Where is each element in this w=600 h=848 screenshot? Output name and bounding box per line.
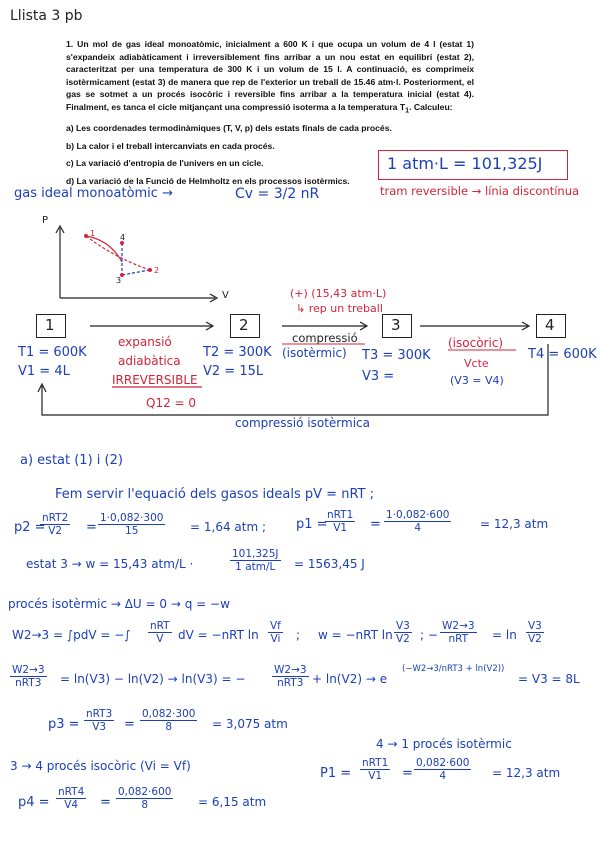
w23-c-den: nRT [448, 633, 469, 645]
state-4-temp: T4 = 600K [528, 347, 597, 362]
ln-line-a: = ln(V3) − ln(V2) → ln(V3) = − [60, 672, 246, 686]
ln-result: = V3 = 8L [518, 672, 580, 686]
process-23-label: compressió [292, 331, 358, 345]
process-23-work: (+) (15,43 atm·L) [290, 287, 387, 300]
p3-result: = 3,075 atm [212, 717, 288, 731]
state-2-vol: V2 = 15L [203, 364, 264, 379]
p2-fraction [40, 512, 70, 537]
process-34-line3: (V3 = V4) [450, 374, 504, 387]
p4-num: nRT4 [58, 786, 85, 798]
p1b-fraction-values [414, 757, 471, 782]
process-41-heading: 4 → 1 procés isotèrmic [376, 737, 512, 751]
p2-result: = 1,64 atm ; [190, 520, 267, 534]
p4-lhs: p4 = [18, 795, 50, 810]
part-a-heading: a) estat (1) i (2) [20, 453, 123, 468]
question-d: d) La variació de la Funció de Helmholtz en els processos isotèrmics. [66, 176, 350, 187]
statement-text: 1. Un mol de gas ideal monoatòmic, inicialment a 600 K i que ocupa un volum de 4 l (estat 1) s'expandeix adiabàticament i irreversiblement fins arribar a un nou estat en equilibri (estat 2), caracteritzat per una temperatura de 300 K i un volum de 15 l. A continuació, es comprimeix isotèrmicament (estat 3) de manera que rep de l'exterior un treball de 15.46 atm·l. Posteriorment, el gas se sotmet a un procés isocòric i reversible fins arribar a la temperatura inicial (estat 4). Finalment, es tanca el cicle mitjançant una compressió isoterma a la temperatura T [66, 39, 474, 112]
p3-fraction [84, 708, 114, 733]
w23-integrand-num: nRT [150, 620, 170, 632]
p3-num-values: 0,082·300 [142, 708, 196, 720]
w23-integral: W2→3 = ∫pdV = −∫ [12, 628, 131, 642]
p2-num-values: 1·0,082·300 [100, 512, 164, 524]
p1b-result: = 12,3 atm [492, 766, 561, 780]
page-title: Llista 3 pb [10, 8, 83, 24]
process-12-line2: adiabàtica [118, 354, 181, 368]
p2-den-values: 15 [125, 525, 139, 537]
p1b-num: nRT1 [362, 757, 389, 769]
p4-den-values: 8 [141, 799, 149, 811]
v-axis-label: V [222, 290, 229, 301]
reversible-note: tram reversible → línia discontínua [380, 184, 580, 198]
state-1-vol: V1 = 4L [18, 364, 70, 379]
p4-num-values: 0,082·600 [118, 786, 172, 798]
p4-result: = 6,15 atm [198, 795, 267, 809]
ln-line-b: + ln(V2) → e [312, 672, 388, 686]
statement-subscript: 1 [405, 106, 410, 115]
p1b-num-values: 0,082·600 [416, 757, 470, 769]
p1-num-values: 1·0,082·600 [386, 509, 450, 521]
state-4-number: 4 [545, 316, 555, 334]
w23-c: ; − [420, 628, 438, 642]
state-box-2 [230, 314, 260, 338]
state-3-temp: T3 = 300K [362, 348, 431, 363]
p1-den: V1 [333, 522, 348, 534]
state-box-3 [382, 314, 412, 338]
ln-mid-fraction [272, 664, 309, 689]
w23-b: w = −nRT ln [318, 628, 393, 642]
state-2-number: 2 [239, 316, 249, 334]
estat3-fraction [230, 548, 281, 573]
p3-den-values: 8 [165, 721, 173, 733]
process-12-line1: expansió [118, 335, 172, 349]
process-23-receives: ↳ rep un treball [296, 302, 383, 315]
process-34-heading: 3 → 4 procés isocòric (Vi = Vf) [10, 759, 191, 773]
p1-eq: = [370, 517, 381, 532]
question-c: c) La variació d'entropia de l'univers en un cicle. [66, 158, 264, 169]
estat3-den: 1 atm/L [235, 561, 276, 573]
p1-result: = 12,3 atm [480, 517, 549, 531]
p1b-lhs: P1 = [320, 766, 352, 781]
path-1-2 [86, 236, 150, 270]
process-41-label: compressió isotèrmica [235, 416, 371, 430]
p3-num: nRT3 [86, 708, 113, 720]
p1b-den: V1 [368, 770, 383, 782]
w23-c2-den: V2 [528, 633, 542, 645]
graph-point-label-4: 4 [120, 233, 126, 242]
p1b-den-values: 4 [439, 770, 447, 782]
p4-eq: = [100, 795, 111, 810]
ln-mid-den: nRT3 [277, 677, 304, 689]
ln-exponent: (−W2→3/nRT3 + ln(V2)) [402, 664, 505, 674]
p2-lhs: p2 = [14, 520, 46, 535]
state-box-4 [536, 314, 566, 338]
p3-lhs: p3 = [48, 717, 80, 732]
w23-c2-num: V3 [528, 620, 542, 632]
ln-mid-num: W2→3 [274, 664, 307, 676]
path-3-2 [122, 270, 150, 275]
p3-den: V3 [92, 721, 107, 733]
p1-num: nRT1 [327, 509, 354, 521]
process-12-line3: IRREVERSIBLE [112, 373, 198, 387]
graph-point-label-2: 2 [154, 266, 160, 275]
p1-fraction-values [384, 509, 451, 534]
p1-lhs: p1 = [296, 517, 328, 532]
p3-fraction-values [140, 708, 197, 733]
w23-ln-den: Vi [270, 633, 281, 645]
w23-b-num: V3 [396, 620, 410, 632]
w23-integrand-den: V [156, 633, 164, 645]
p1b-fraction [360, 757, 390, 782]
conversion-text: 1 atm·L = 101,325J [387, 154, 543, 173]
estat3-line: estat 3 → w = 15,43 atm/L · [26, 557, 194, 571]
p1b-eq: = [402, 766, 413, 781]
w23-b-den: V2 [396, 633, 410, 645]
w23-separator: ; [296, 628, 301, 642]
p2-eq: = [86, 520, 97, 535]
w23-ln-fraction [268, 620, 283, 645]
graph-point-label-1: 1 [90, 229, 96, 238]
w23-c-fraction [440, 620, 477, 645]
ideal-gas-equation: Fem servir l'equació dels gasos ideals pV = nRT ; [55, 487, 374, 502]
point-1 [84, 234, 88, 238]
p2-fraction-values [98, 512, 165, 537]
p4-fraction [56, 786, 86, 811]
p1-den-values: 4 [414, 522, 422, 534]
p4-fraction-values [116, 786, 173, 811]
point-2 [148, 268, 152, 272]
ln-lhs-den: nRT3 [15, 677, 42, 689]
process-12-heat: Q12 = 0 [146, 396, 197, 410]
w23-c2-fraction [526, 620, 544, 645]
p2-num: nRT2 [42, 512, 69, 524]
graph-point-label-3: 3 [116, 276, 122, 285]
w23-ln-num: Vf [270, 620, 281, 632]
p4-den: V4 [64, 799, 79, 811]
process-34-line2: Vcte [464, 357, 489, 370]
statement-end: . Calculeu: [409, 101, 453, 112]
process-34-line1: (isocòric) [448, 336, 504, 350]
cv-formula: Cv = 3/2 nR [235, 186, 320, 202]
state-box-1 [36, 314, 66, 338]
p2-den: V2 [48, 525, 63, 537]
estat3-num: 101,325J [232, 548, 279, 560]
state-3-number: 3 [391, 316, 401, 334]
state-3-vol: V3 = [362, 369, 395, 384]
w23-c-num: W2→3 [442, 620, 475, 632]
ln-lhs-num: W2→3 [12, 664, 45, 676]
state-1-number: 1 [45, 316, 55, 334]
w23-c-eq: = ln [492, 628, 517, 642]
estat3-result: = 1563,45 J [294, 557, 365, 571]
w23-rest: dV = −nRT ln [178, 628, 259, 642]
process-23-isothermal: (isotèrmic) [282, 346, 347, 360]
w23-b-fraction [394, 620, 412, 645]
p1-fraction [325, 509, 355, 534]
w23-integrand [148, 620, 172, 645]
p-axis-label: P [42, 215, 49, 226]
state-2-temp: T2 = 300K [203, 345, 272, 360]
ln-lhs-fraction [10, 664, 47, 689]
isothermal-line: procés isotèrmic → ΔU = 0 → q = −w [8, 597, 230, 611]
p3-eq: = [124, 717, 135, 732]
state-1-temp: T1 = 600K [18, 345, 87, 360]
question-a: a) Les coordenades termodinàmiques (T, V, p) dels estats finals de cada procés. [66, 123, 392, 134]
gas-ideal-label: gas ideal monoatòmic → [14, 186, 173, 201]
question-b: b) La calor i el treball intercanviats en cada procés. [66, 140, 275, 151]
